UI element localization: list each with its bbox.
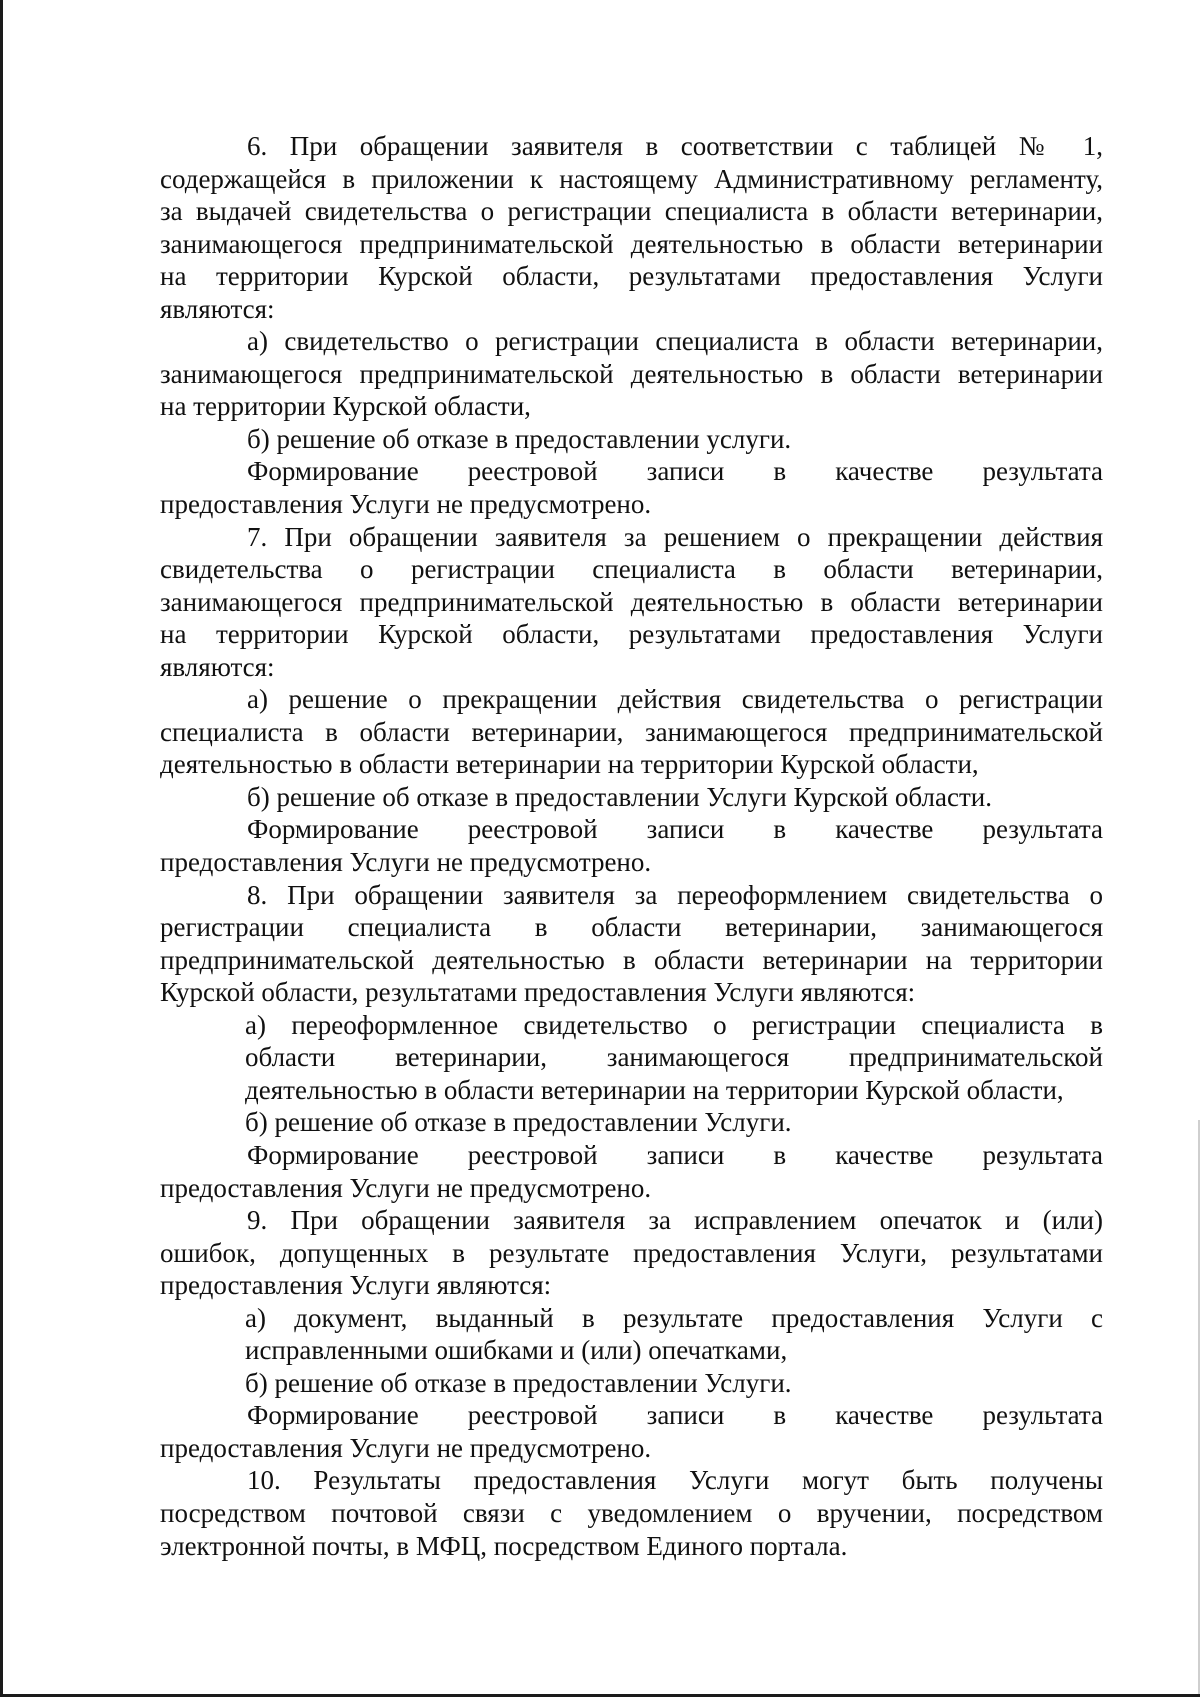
text-line: предоставления Услуги не предусмотрено. <box>160 1172 652 1203</box>
text-line: Формирование реестровой записи в качестве результата <box>247 1400 1103 1431</box>
text-line: занимающегося предпринимательской деятельностью в области ветеринарии <box>160 228 1103 259</box>
text-line: деятельностью в области ветеринарии на территории Курской области, <box>245 1074 1064 1105</box>
text-line: на территории Курской области, <box>160 391 531 422</box>
text-line: свидетельства о регистрации специалиста в области ветеринарии, <box>160 554 1103 585</box>
text-line: занимающегося предпринимательской деятельностью в области ветеринарии <box>160 586 1103 617</box>
text-line: предпринимательской деятельностью в области ветеринарии на территории <box>160 944 1103 975</box>
text-line: на территории Курской области, результатами предоставления Услуги <box>160 261 1103 292</box>
text-line: содержащейся в приложении к настоящему Административному регламенту, <box>160 163 1103 194</box>
text-line: предоставления Услуги не предусмотрено. <box>160 489 652 520</box>
text-line: Курской области, результатами предоставления Услуги являются: <box>160 977 916 1008</box>
text-line: 6. При обращении заявителя в соответствии с таблицей № 1, <box>247 131 1103 161</box>
text-line: специалиста в области ветеринарии, занимающегося предпринимательской <box>160 716 1103 747</box>
text-line: области ветеринарии, занимающегося предпринимательской <box>245 1042 1103 1073</box>
text-line: 8. При обращении заявителя за переоформлением свидетельства о <box>247 879 1103 910</box>
text-line: а) переоформленное свидетельство о регистрации специалиста в <box>245 1009 1103 1040</box>
text-line: исправленными ошибками и (или) опечатками, <box>245 1335 788 1366</box>
text-line: б) решение об отказе в предоставлении Услуги. <box>245 1367 792 1398</box>
text-line: ошибок, допущенных в результате предоставления Услуги, результатами <box>160 1237 1103 1268</box>
text-line: Формирование реестровой записи в качестве результата <box>247 456 1103 487</box>
text-line: Формирование реестровой записи в качестве результата <box>247 1139 1103 1170</box>
text-line: предоставления Услуги не предусмотрено. <box>160 847 652 878</box>
text-line: 10. Результаты предоставления Услуги могут быть получены <box>247 1465 1103 1496</box>
text-line: являются: <box>160 293 275 324</box>
text-line: деятельностью в области ветеринарии на территории Курской области, <box>160 749 979 780</box>
text-line: б) решение об отказе в предоставлении услуги. <box>247 423 792 454</box>
text-line: занимающегося предпринимательской деятельностью в области ветеринарии <box>160 358 1103 389</box>
text-line: посредством почтовой связи с уведомлением о вручении, посредством <box>160 1497 1103 1528</box>
text-line: на территории Курской области, результатами предоставления Услуги <box>160 619 1103 650</box>
text-line: а) документ, выданный в результате предоставления Услуги с <box>245 1302 1103 1333</box>
text-line: за выдачей свидетельства о регистрации специалиста в области ветеринарии, <box>160 196 1103 227</box>
text-line: электронной почты, в МФЦ, посредством Единого портала. <box>160 1530 848 1561</box>
text-line: б) решение об отказе в предоставлении Услуги. <box>245 1107 792 1138</box>
text-line: являются: <box>160 651 275 682</box>
text-line: 9. При обращении заявителя за исправлением опечаток и (или) <box>247 1205 1103 1236</box>
scan-edge-left <box>0 0 3 1697</box>
document-body <box>160 130 1103 1562</box>
text-line: Формирование реестровой записи в качестве результата <box>247 814 1103 845</box>
text-line: 7. При обращении заявителя за решением о прекращении действия <box>247 521 1103 552</box>
text-line: а) решение о прекращении действия свидетельства о регистрации <box>247 684 1103 715</box>
text-line: предоставления Услуги являются: <box>160 1270 552 1301</box>
text-line: регистрации специалиста в области ветеринарии, занимающегося <box>160 912 1103 943</box>
text-line: б) решение об отказе в предоставлении Услуги Курской области. <box>247 781 992 812</box>
text-line: а) свидетельство о регистрации специалиста в области ветеринарии, <box>247 326 1103 357</box>
text-line: предоставления Услуги не предусмотрено. <box>160 1432 652 1463</box>
